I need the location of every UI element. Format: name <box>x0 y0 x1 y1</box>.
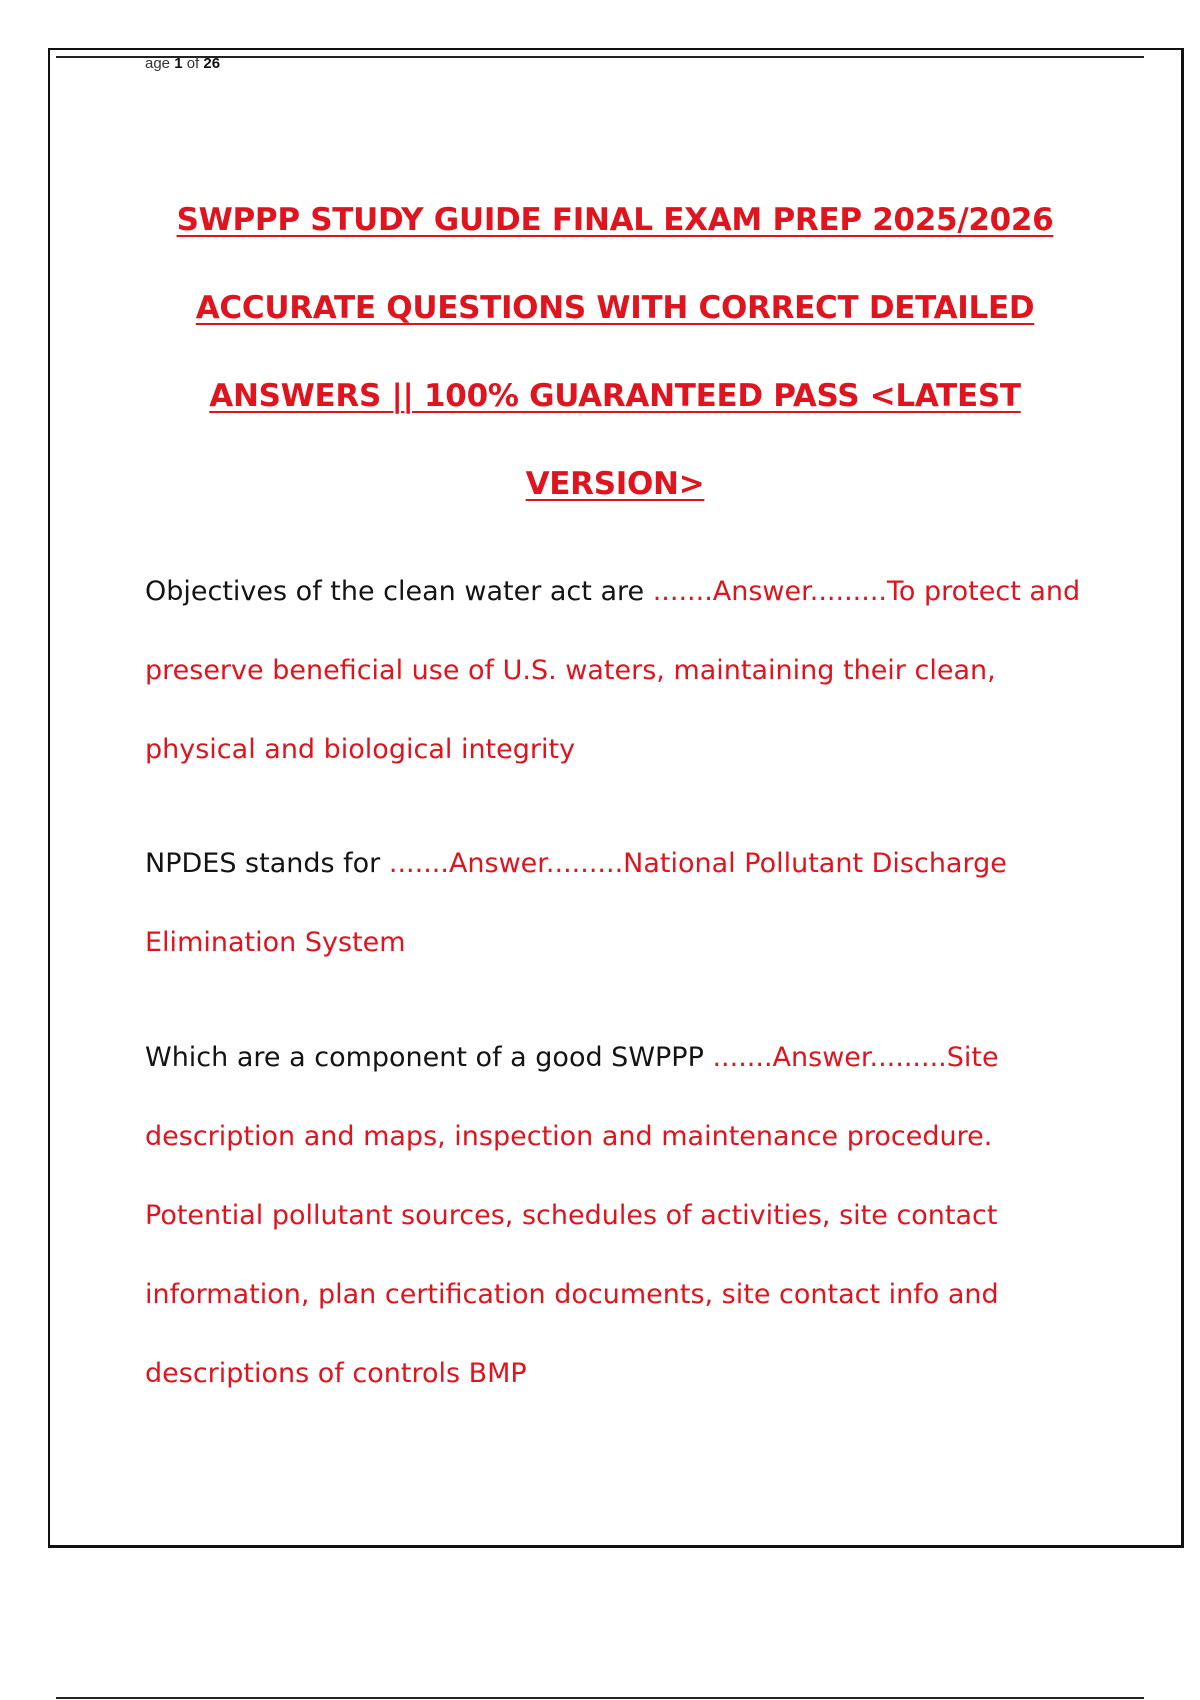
title-line: VERSION> <box>525 466 705 502</box>
answer-text: .......Answer.........To protect and preserve beneficial use of U.S. waters, maintaining their clean, physical and biological integrity <box>145 576 1081 765</box>
question-text: NPDES stands for <box>145 848 381 879</box>
title-line: SWPPP STUDY GUIDE FINAL EXAM PREP 2025/2026 <box>176 202 1054 238</box>
question-text: Objectives of the clean water act are <box>145 576 645 607</box>
footer-rule <box>56 1697 1144 1699</box>
title-line: ANSWERS || 100% GUARANTEED PASS <LATEST <box>209 378 1021 414</box>
qa-item <box>145 552 1095 789</box>
answer-text: .......Answer.........Site description and maps, inspection and maintenance procedure. Potential pollutant sources, schedules of activities, site contact information, plan certification documents, site contact info and descriptions of controls BMP <box>145 1042 999 1389</box>
document-title <box>120 176 1110 528</box>
title-line: ACCURATE QUESTIONS WITH CORRECT DETAILED <box>195 290 1035 326</box>
answer-text: .......Answer.........National Pollutant Discharge Elimination System <box>145 848 1007 958</box>
page-number: age 1 of 26 <box>145 55 221 72</box>
question-text: Which are a component of a good SWPPP <box>145 1042 704 1073</box>
qa-item <box>145 1018 1095 1413</box>
qa-item <box>145 824 1095 982</box>
